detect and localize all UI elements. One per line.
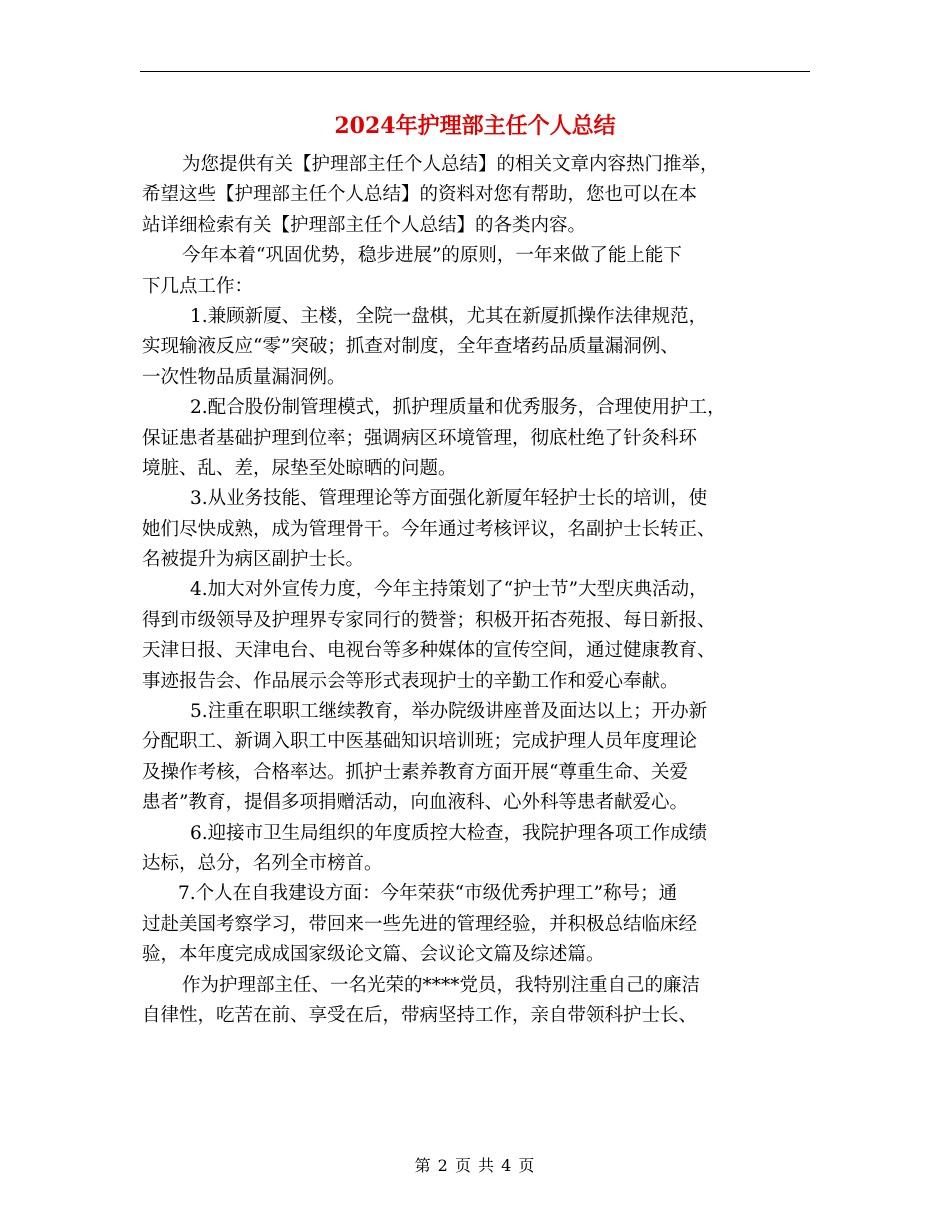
- text-line: 她们尽快成熟，成为管理骨干。今年通过考核评议，名副护士长转正、: [142, 518, 716, 540]
- text-line: 过赴美国考察学习，带回来一些先进的管理经验，并积极总结临床经: [142, 913, 698, 935]
- page-title: 2024年护理部主任个人总结: [334, 113, 616, 139]
- text-line: 6.迎接市卫生局组织的年度质控大检查，我院护理各项工作成绩: [190, 822, 708, 844]
- text-line: 得到市级领导及护理界专家同行的赞誉；积极开拓杏苑报、每日新报、: [142, 609, 716, 631]
- text-line: 实现输液反应“零”突破；抓查对制度，全年查堵药品质量漏洞例、: [142, 336, 679, 358]
- text-line: 保证患者基础护理到位率；强调病区环境管理，彻底杜绝了针灸科环: [142, 427, 698, 449]
- page-number-footer: 第 2 页 共 4 页: [414, 1156, 536, 1175]
- text-line: 下几点工作：: [142, 275, 254, 297]
- text-line: 站详细检索有关【护理部主任个人总结】的各类内容。: [142, 214, 587, 236]
- text-line: 事迹报告会、作品展示会等形式表现护士的辛勤工作和爱心奉献。: [142, 670, 679, 692]
- text-line: 为您提供有关【护理部主任个人总结】的相关文章内容热门推举，: [182, 154, 719, 175]
- text-line: 今年本着“巩固优势，稳步进展”的原则，一年来做了能上能下: [182, 245, 682, 267]
- text-line: 达标，总分，名列全市榜首。: [142, 852, 383, 874]
- text-line: 3.从业务技能、管理理论等方面强化新厦年轻护士长的培训，使: [190, 488, 708, 510]
- text-line: 自律性，吃苦在前、享受在后，带病坚持工作，亲自带领科护士长、: [142, 1004, 698, 1026]
- text-line: 4.加大对外宣传力度，今年主持策划了“护士节”大型庆典活动，: [190, 579, 708, 601]
- text-line: 7.个人在自我建设方面：今年荣获“市级优秀护理工”称号；通: [178, 883, 678, 905]
- text-line: 名被提升为病区副护士长。: [142, 549, 365, 571]
- text-line: 患者”教育，提倡多项捐赠活动，向血液科、心外科等患者献爱心。: [142, 792, 688, 814]
- text-line: 境脏、乱、差，尿垫至处晾晒的问题。: [142, 457, 457, 479]
- document-body: [142, 150, 810, 1031]
- text-line: 作为护理部主任、一名光荣的****党员，我特别注重自己的廉洁: [182, 974, 701, 996]
- text-line: 希望这些【护理部主任个人总结】的资料对您有帮助，您也可以在本: [142, 184, 698, 206]
- text-line: 分配职工、新调入职工中医基础知识培训班；完成护理人员年度理论: [142, 731, 698, 753]
- text-line: 验，本年度完成成国家级论文篇、会议论文篇及综述篇。: [142, 944, 605, 966]
- header-rule: [140, 71, 810, 72]
- text-line: 天津日报、天津电台、电视台等多种媒体的宣传空间，通过健康教育、: [142, 640, 716, 662]
- text-line: 5.注重在职职工继续教育，举办院级讲座普及面达以上；开办新: [190, 701, 708, 723]
- text-line: 1.兼顾新厦、主楼，全院一盘棋，尤其在新厦抓操作法律规范，: [190, 305, 708, 327]
- text-line: 及操作考核，合格率达。抓护士素养教育方面开展“尊重生命、关爱: [142, 761, 688, 783]
- text-line: 2.配合股份制管理模式，抓护理质量和优秀服务，合理使用护工，: [190, 397, 726, 419]
- text-line: 一次性物品质量漏洞例。: [142, 366, 346, 388]
